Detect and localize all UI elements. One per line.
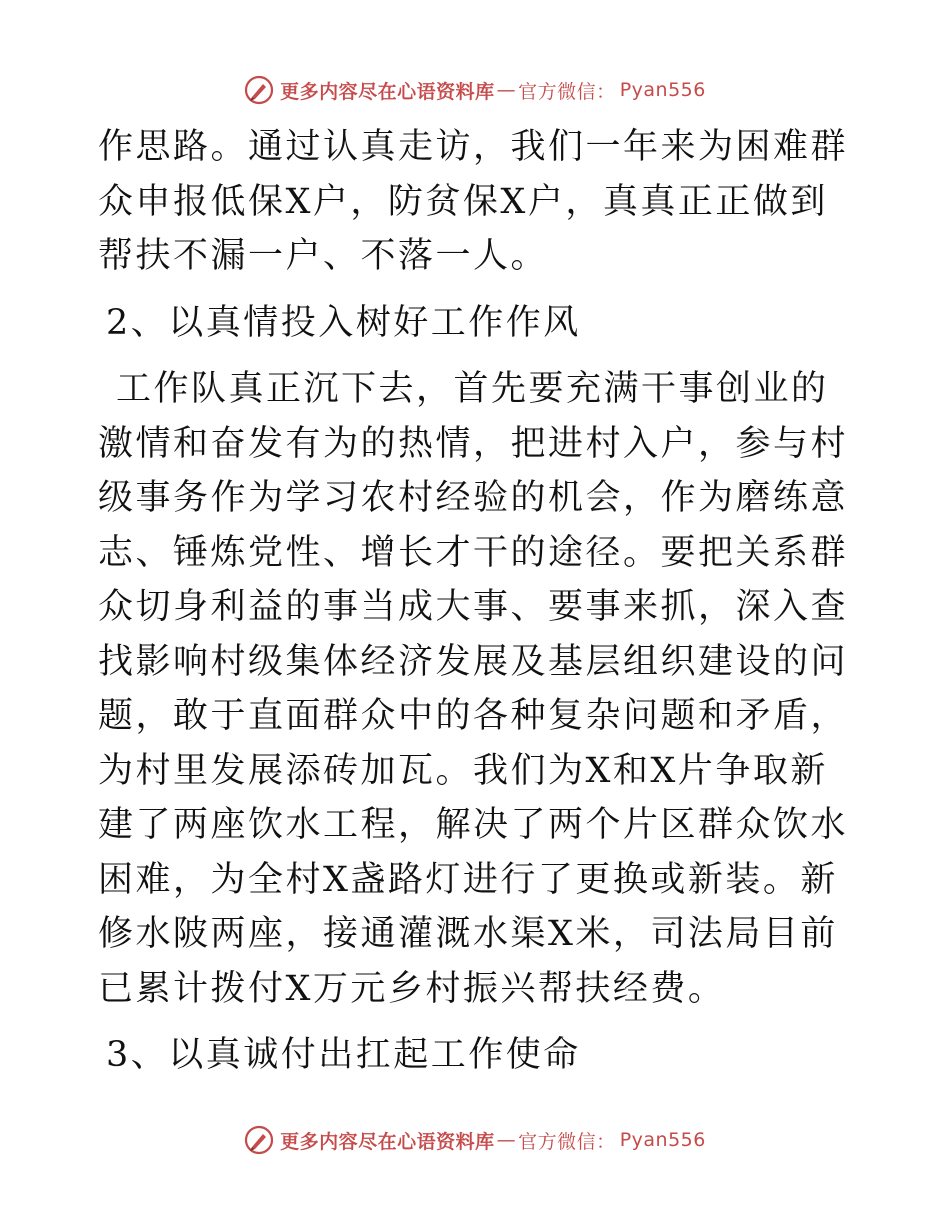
banner-main-text: 更多内容尽在心语资料库 [280,1130,495,1153]
banner-sub-text: 官方微信： [518,80,616,103]
pen-logo-icon [244,1125,274,1155]
pen-logo-icon [244,75,274,105]
footer-banner [0,1120,950,1160]
banner-main-text: 更多内容尽在心语资料库 [280,80,495,103]
paragraph-2: 工作队真正沉下去，首先要充满干事创业的激情和奋发有为的热情，把进村入户，参与村级事务作为学习农村经验的机会，作为磨练意志、锤炼党性、增长才干的途径。要把关系群众切身利益的事当成大事、要事来抓，深入查找影响村级集体经济发展及基层组织建设的问题，敢于直面群众中的各种复杂问题和矛盾，为村里发展添砖加瓦。我们为X和X片争取新建了两座饮水工程，解决了两个片区群众饮水困难，为全村X盏路灯进行了更换或新装。新修水陂两座，接通灌溉水渠X米，司法局目前已累计拨付X万元乡村振兴帮扶经费。 [98,369,849,1009]
section-heading-3: 3、以真诚付出扛起工作使命 [106,1035,581,1075]
banner-wechat-id: Pyan556 [619,79,706,101]
paragraph-1: 作思路。通过认真走访，我们一年来为困难群众申报低保X户，防贫保X户，真真正正做到帮扶不漏一户、不落一人。 [98,127,849,276]
banner-dash: — [496,79,517,101]
banner-dash: — [496,1129,517,1151]
header-banner [0,70,950,110]
banner-wechat-id: Pyan556 [619,1129,706,1151]
document-body [98,120,858,1095]
section-heading-2: 2、以真情投入树好工作作风 [106,302,581,343]
banner-sub-text: 官方微信： [518,1130,616,1153]
